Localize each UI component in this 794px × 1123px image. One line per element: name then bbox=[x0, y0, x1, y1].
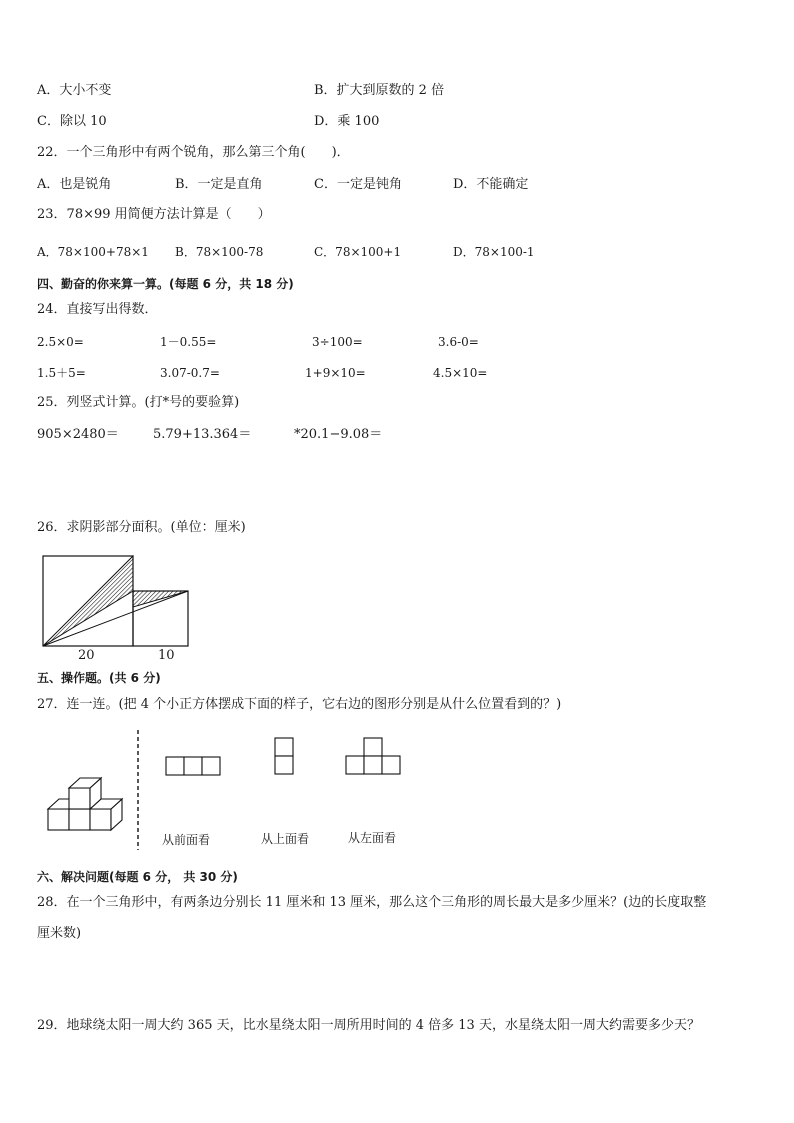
section-6-title: 六、解决问题(每题 6 分， 共 30 分) bbox=[37, 870, 238, 884]
section-4-title: 四、勤奋的你来算一算。(每题 6 分，共 18 分) bbox=[37, 277, 294, 291]
shaded-triangle-1 bbox=[43, 556, 133, 646]
shaded-triangle-2 bbox=[133, 591, 188, 607]
q24-r2-c3: 1+9×10= bbox=[305, 366, 366, 380]
front-view-shape bbox=[166, 757, 220, 775]
q29-stem: 29．地球绕太阳一周大约 365 天，比水星绕太阳一周所用时间的 4 倍多 13 天，水星绕太阳一周大约需要多少天？ bbox=[37, 1018, 700, 1033]
q22-option-b: B．一定是直角 bbox=[175, 177, 263, 192]
q24-r2-c4: 4.5×10= bbox=[433, 366, 488, 380]
q24-r2-c1: 1.5＋5= bbox=[37, 366, 86, 380]
q23-option-a: A．78×100+78×1 bbox=[37, 245, 149, 259]
q25-item-2: 5.79+13.364＝ bbox=[153, 427, 252, 442]
q28-line-2: 厘米数) bbox=[37, 926, 82, 941]
q22-option-a: A．也是锐角 bbox=[37, 177, 112, 192]
q24-r1-c3: 3÷100= bbox=[312, 335, 363, 349]
left-view-shape bbox=[346, 738, 400, 774]
q24-stem: 24．直接写出得数． bbox=[37, 302, 158, 317]
q22-stem: 22．一个三角形中有两个锐角，那么第三个角( )． bbox=[37, 145, 350, 160]
q25-item-1: 905×2480＝ bbox=[37, 427, 119, 442]
q28-line-1: 28．在一个三角形中，有两条边分别长 11 厘米和 13 厘米，那么这个三角形的周长最大是多少厘米？(边的长度取整 bbox=[37, 895, 707, 910]
q24-r1-c4: 3.6-0= bbox=[438, 335, 479, 349]
view-label-left: 从左面看 bbox=[348, 831, 397, 845]
q25-stem: 25．列竖式计算。(打*号的要验算) bbox=[37, 395, 240, 410]
section-5-title: 五、操作题。(共 6 分) bbox=[37, 671, 161, 685]
view-label-top: 从上面看 bbox=[261, 832, 310, 846]
q21-option-c: C．除以 10 bbox=[37, 114, 107, 129]
q24-r1-c1: 2.5×0= bbox=[37, 335, 84, 349]
q26-label-20: 20 bbox=[78, 648, 95, 663]
q24-r2-c2: 3.07-0.7= bbox=[160, 366, 220, 380]
q21-option-d: D．乘 100 bbox=[314, 114, 380, 129]
q21-option-b: B．扩大到原数的 2 倍 bbox=[314, 83, 445, 98]
q25-item-3: *20.1−9.08＝ bbox=[294, 427, 383, 442]
q23-stem: 23．78×99 用简便方法计算是（ ） bbox=[37, 207, 271, 222]
small-square bbox=[133, 591, 188, 646]
cube-stack bbox=[48, 778, 122, 830]
q26-label-10: 10 bbox=[158, 648, 175, 663]
q24-r1-c2: 1－0.55= bbox=[160, 335, 217, 349]
q27-stem: 27．连一连。(把 4 个小正方体摆成下面的样子，它右边的图形分别是从什么位置看到的？) bbox=[37, 697, 562, 712]
large-square bbox=[43, 556, 133, 646]
q23-option-d: D．78×100-1 bbox=[453, 245, 535, 259]
q23-option-b: B．78×100-78 bbox=[175, 245, 264, 259]
q26-stem: 26．求阴影部分面积。(单位：厘米) bbox=[37, 520, 246, 535]
q21-option-a: A．大小不变 bbox=[37, 83, 112, 98]
top-view-shape bbox=[275, 738, 293, 774]
view-label-front: 从前面看 bbox=[162, 833, 211, 847]
q23-option-c: C．78×100+1 bbox=[314, 245, 402, 259]
q22-option-d: D．不能确定 bbox=[453, 177, 529, 192]
q22-option-c: C．一定是钝角 bbox=[314, 177, 402, 192]
